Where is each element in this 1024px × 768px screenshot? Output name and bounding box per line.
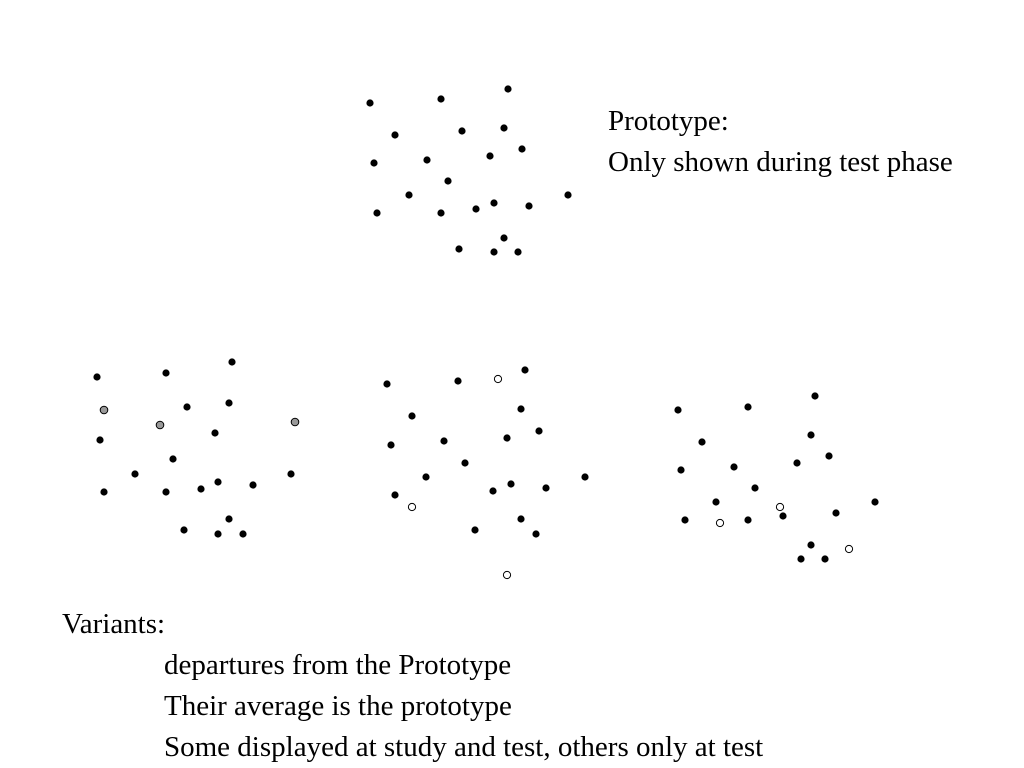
variant-1-dot bbox=[180, 526, 187, 533]
prototype-dot bbox=[437, 209, 444, 216]
prototype-dot bbox=[490, 248, 497, 255]
variant-3-dot bbox=[811, 392, 818, 399]
prototype-dot bbox=[405, 191, 412, 198]
prototype-dot bbox=[366, 99, 373, 106]
variant-3-dot bbox=[793, 459, 800, 466]
variant-2-dot bbox=[517, 515, 524, 522]
variant-2-shifted-dot bbox=[494, 375, 501, 382]
variant-2-dot bbox=[581, 473, 588, 480]
variant-2-dot bbox=[454, 377, 461, 384]
variant-3-dot bbox=[677, 466, 684, 473]
variant-3-shifted-dot bbox=[716, 519, 723, 526]
prototype-dot bbox=[486, 152, 493, 159]
variant-3-dot bbox=[744, 516, 751, 523]
variant-1-dot bbox=[96, 436, 103, 443]
variant-1-dot bbox=[214, 530, 221, 537]
prototype-dot bbox=[455, 245, 462, 252]
variant-1-dot bbox=[287, 470, 294, 477]
variant-2-dot bbox=[503, 434, 510, 441]
variant-3-dot bbox=[807, 541, 814, 548]
variant-3-dot bbox=[807, 431, 814, 438]
variant-2-dot bbox=[521, 366, 528, 373]
prototype-description: Only shown during test phase bbox=[608, 146, 953, 178]
variant-2-dot bbox=[471, 526, 478, 533]
variant-3-shifted-dot bbox=[776, 503, 783, 510]
variant-1-shifted-dot bbox=[100, 406, 108, 414]
variant-3-dot bbox=[779, 512, 786, 519]
prototype-dot bbox=[391, 131, 398, 138]
variant-1-dot bbox=[225, 515, 232, 522]
prototype-label: Prototype: bbox=[608, 105, 729, 137]
variant-3-dot bbox=[730, 463, 737, 470]
prototype-dot bbox=[373, 209, 380, 216]
variant-1-dot bbox=[197, 485, 204, 492]
prototype-dot bbox=[472, 205, 479, 212]
variant-3-dot bbox=[871, 498, 878, 505]
variant-3-dot bbox=[797, 555, 804, 562]
variant-2-dot bbox=[532, 530, 539, 537]
variant-3-dot bbox=[674, 406, 681, 413]
variant-3-dot bbox=[825, 452, 832, 459]
prototype-dot bbox=[370, 159, 377, 166]
prototype-dot bbox=[514, 248, 521, 255]
prototype-dot bbox=[444, 177, 451, 184]
prototype-dot bbox=[437, 95, 444, 102]
variants-description-line-2: Their average is the prototype bbox=[164, 690, 512, 722]
variant-3-dot bbox=[832, 509, 839, 516]
variant-1-dot bbox=[100, 488, 107, 495]
prototype-dot bbox=[490, 199, 497, 206]
variants-description-line-1: departures from the Prototype bbox=[164, 649, 512, 681]
prototype-dot-pattern bbox=[366, 85, 571, 255]
variant-2-dot bbox=[542, 484, 549, 491]
variant-1-dot bbox=[93, 373, 100, 380]
variant-3-dot bbox=[712, 498, 719, 505]
variant-2-dot bbox=[408, 412, 415, 419]
prototype-dot bbox=[564, 191, 571, 198]
variant-1-dot bbox=[228, 358, 235, 365]
variant-1-dot bbox=[169, 455, 176, 462]
variant-3-dot bbox=[744, 403, 751, 410]
prototype-dot bbox=[423, 156, 430, 163]
variant-1-dot bbox=[211, 429, 218, 436]
variant-1-dot bbox=[239, 530, 246, 537]
variant-3-dot bbox=[751, 484, 758, 491]
variant-3-dot-pattern bbox=[674, 392, 878, 562]
prototype-dot bbox=[500, 124, 507, 131]
variant-2-dot bbox=[440, 437, 447, 444]
variant-3-dot bbox=[698, 438, 705, 445]
variant-1-dot bbox=[131, 470, 138, 477]
variant-1-dot-pattern bbox=[93, 358, 298, 537]
variant-1-shifted-dot bbox=[291, 418, 299, 426]
variant-1-dot bbox=[162, 369, 169, 376]
variant-3-dot bbox=[681, 516, 688, 523]
prototype-dot bbox=[458, 127, 465, 134]
variant-2-shifted-dot bbox=[503, 571, 510, 578]
variant-2-shifted-dot bbox=[408, 503, 415, 510]
variant-2-dot-pattern bbox=[383, 366, 588, 578]
variant-1-dot bbox=[183, 403, 190, 410]
variant-2-dot bbox=[517, 405, 524, 412]
variant-2-dot bbox=[422, 473, 429, 480]
prototype-dot bbox=[525, 202, 532, 209]
variant-2-dot bbox=[507, 480, 514, 487]
prototype-dot bbox=[500, 234, 507, 241]
variants-heading: Variants: bbox=[62, 608, 166, 640]
variants-description-line-3: Some displayed at study and test, others only at test bbox=[164, 731, 764, 763]
variant-2-dot bbox=[383, 380, 390, 387]
variant-2-dot bbox=[489, 487, 496, 494]
variant-2-dot bbox=[387, 441, 394, 448]
variant-3-shifted-dot bbox=[845, 545, 852, 552]
variant-2-dot bbox=[535, 427, 542, 434]
prototype-dot bbox=[504, 85, 511, 92]
variant-1-dot bbox=[225, 399, 232, 406]
variant-2-dot bbox=[461, 459, 468, 466]
variant-1-shifted-dot bbox=[156, 421, 164, 429]
variant-1-dot bbox=[162, 488, 169, 495]
prototype-dot bbox=[518, 145, 525, 152]
variant-1-dot bbox=[249, 481, 256, 488]
variant-1-dot bbox=[214, 478, 221, 485]
variant-2-dot bbox=[391, 491, 398, 498]
variant-3-dot bbox=[821, 555, 828, 562]
